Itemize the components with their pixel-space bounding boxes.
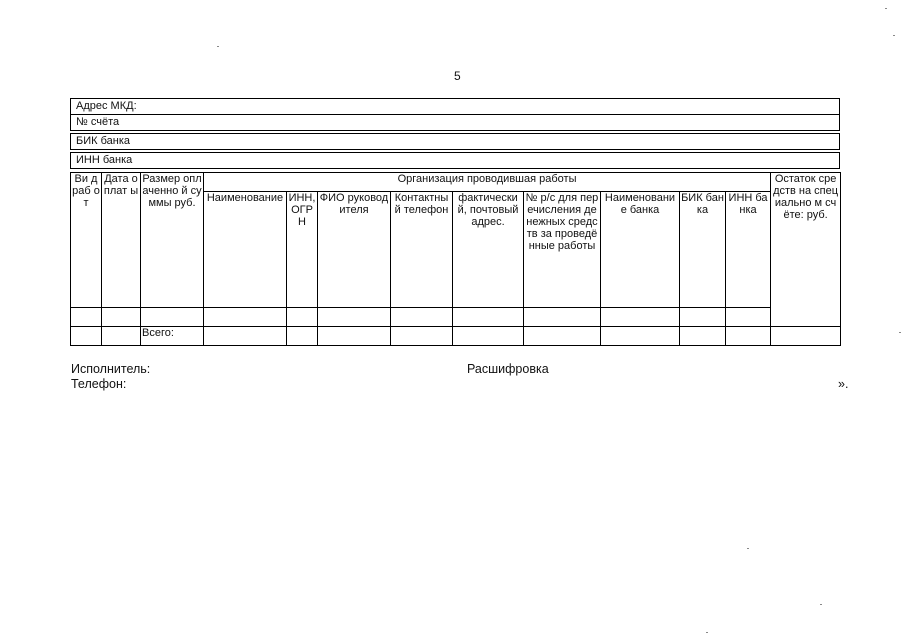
header-org-name: Наименование (204, 192, 287, 308)
cell-bank-inn[interactable] (726, 308, 771, 327)
account-row: № счёта (70, 114, 840, 131)
header-bank-bik: БИК банка (680, 192, 726, 308)
scan-speck (899, 332, 901, 333)
cell-paid-amount[interactable] (141, 308, 204, 327)
page-number: 5 (454, 69, 461, 83)
header-account-number: № р/с для перечисления денежных средств за проведённые работы (524, 192, 601, 308)
total-cell-empty (601, 327, 680, 346)
total-cell-empty (287, 327, 318, 346)
total-row (71, 327, 841, 346)
decoding-label: Расшифровка (467, 362, 549, 376)
cell-inn-ogrn[interactable] (287, 308, 318, 327)
bank-bik-row: БИК банка (70, 133, 840, 150)
header-paid-amount: Размер оплаченно й суммы руб. (141, 173, 204, 308)
total-cell-empty (391, 327, 453, 346)
scan-speck (217, 46, 219, 47)
phone-label: Телефон: (71, 377, 127, 391)
table-row (71, 308, 841, 327)
total-label: Всего: (141, 327, 204, 346)
cell-payment-date[interactable] (102, 308, 141, 327)
cell-phone[interactable] (391, 308, 453, 327)
total-cell-empty (102, 327, 141, 346)
header-bank-inn: ИНН банка (726, 192, 771, 308)
total-cell-empty (318, 327, 391, 346)
scan-speck (747, 548, 749, 549)
closing-quote: ». (838, 377, 849, 391)
total-cell-empty (680, 327, 726, 346)
scan-speck (820, 604, 822, 605)
cell-director[interactable] (318, 308, 391, 327)
scan-speck (706, 632, 708, 633)
scan-speck (893, 35, 895, 36)
total-cell-empty (71, 327, 102, 346)
header-phone: Контактный телефон (391, 192, 453, 308)
cell-bank-name[interactable] (601, 308, 680, 327)
header-work-type: Ви д раб от (71, 173, 102, 308)
cell-account-number[interactable] (524, 308, 601, 327)
cell-org-name[interactable] (204, 308, 287, 327)
cell-address[interactable] (453, 308, 524, 327)
table-header-row (71, 173, 841, 192)
bank-inn-row: ИНН банка (70, 152, 840, 169)
total-cell-empty (771, 327, 841, 346)
header-organization: Организация проводившая работы (204, 173, 771, 192)
cell-work-type[interactable] (71, 308, 102, 327)
executor-label: Исполнитель: (71, 362, 151, 376)
header-payment-date: Дата оплат ы (102, 173, 141, 308)
header-inn-ogrn: ИНН, ОГРН (287, 192, 318, 308)
total-cell-empty (524, 327, 601, 346)
payments-table (70, 172, 841, 346)
cell-bank-bik[interactable] (680, 308, 726, 327)
header-director: ФИО руководителя (318, 192, 391, 308)
header-address: фактический, почтовый адрес. (453, 192, 524, 308)
total-cell-empty (726, 327, 771, 346)
address-row: Адрес МКД: (70, 98, 840, 115)
scan-speck (885, 8, 887, 9)
total-cell-empty (453, 327, 524, 346)
header-bank-name: Наименование банка (601, 192, 680, 308)
total-cell-empty (204, 327, 287, 346)
header-balance: Остаток средств на специально м счёте: руб. (771, 173, 841, 327)
